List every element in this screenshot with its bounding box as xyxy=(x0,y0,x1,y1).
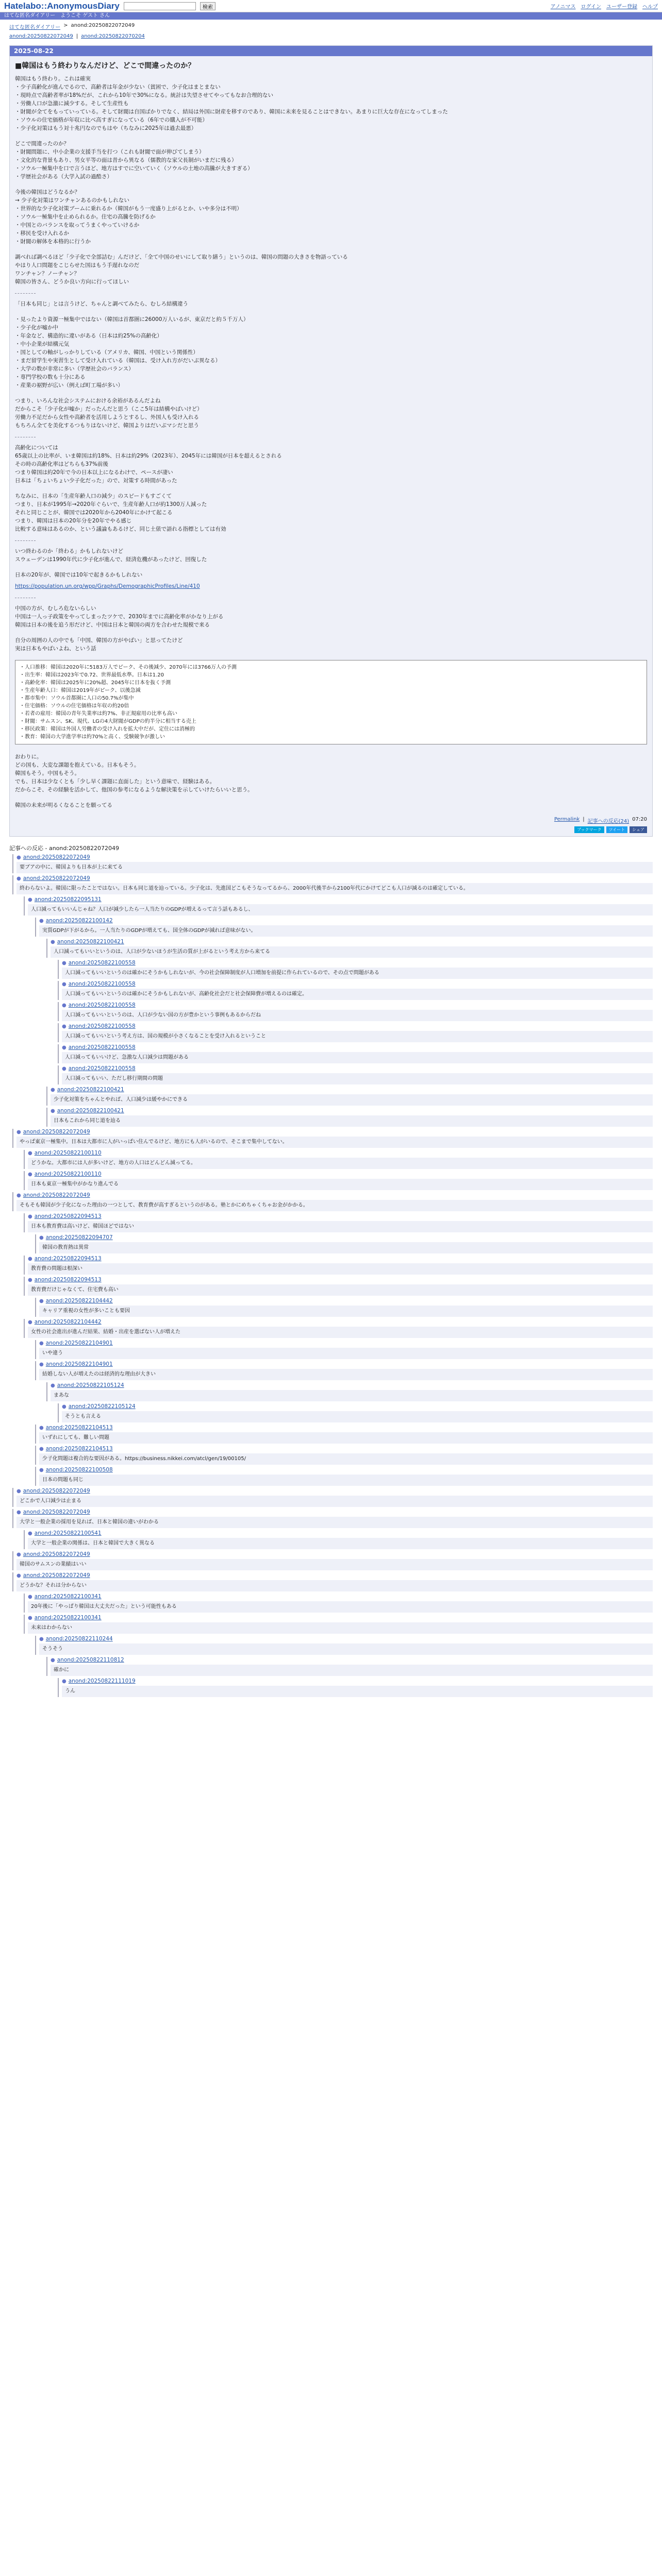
reaction-id-link[interactable]: anond:20250822072049 xyxy=(23,1488,90,1494)
divider xyxy=(15,293,36,294)
reaction-header xyxy=(39,1340,653,1346)
reaction-id-link[interactable]: anond:20250822105124 xyxy=(57,1382,124,1388)
reaction-header xyxy=(62,1065,653,1072)
reaction-item xyxy=(24,1530,653,1549)
reaction-text: 結婚しない人が増えたのは経済的な理由が大きい xyxy=(39,1369,653,1380)
breadcrumb-current: anond:20250822072049 xyxy=(71,23,135,28)
bullet-icon: ● xyxy=(16,1572,21,1579)
reaction-id-link[interactable]: anond:20250822100508 xyxy=(45,1467,113,1473)
entry-paragraph: 中国の方が、むしろ危ないらしい 中国は一人っ子政策をやってしまったツケで、2030年までに高齢化率がかなり上がる 韓国は日本の後を追う形だけど、中国は日本と韓国の両方を合わせた規模で来る xyxy=(15,605,224,628)
search-input[interactable] xyxy=(124,2,196,10)
bullet-icon: ● xyxy=(39,1636,44,1642)
footer-sep: | xyxy=(583,817,585,822)
bullet-icon: ● xyxy=(28,1615,32,1621)
reaction-item xyxy=(46,1382,653,1401)
reaction-header xyxy=(28,1277,653,1283)
reaction-header xyxy=(62,1403,653,1410)
bullet-icon: ● xyxy=(16,1551,21,1557)
bullet-icon: ● xyxy=(16,854,21,860)
summary-item: ・生産年齢人口：韓国は2019年がピーク、以後急減 xyxy=(20,688,141,693)
reaction-text: 20年後に「やっぱり韓国は大丈夫だった」という可能性もある xyxy=(28,1601,653,1613)
reaction-item xyxy=(12,1572,653,1591)
reactions-heading: 記事への反応 - anond:20250822072049 xyxy=(9,845,120,852)
reaction-text: そうとも言える xyxy=(62,1411,653,1422)
bullet-icon: ● xyxy=(39,1425,44,1431)
reaction-header xyxy=(28,1150,653,1156)
reaction-id-link[interactable]: anond:20250822104901 xyxy=(45,1340,113,1346)
reaction-item xyxy=(35,1636,653,1655)
bullet-icon: ● xyxy=(62,1023,67,1029)
reaction-header xyxy=(62,960,653,966)
reaction-id-link[interactable]: anond:20250822104901 xyxy=(45,1361,113,1367)
bullet-icon: ● xyxy=(16,1488,21,1494)
reaction-text: 日本も教育費は高いけど、韓国ほどではない xyxy=(28,1221,653,1232)
reaction-header xyxy=(51,1087,653,1093)
reaction-id-link[interactable]: anond:20250822104513 xyxy=(45,1425,113,1431)
reaction-item xyxy=(35,1361,653,1380)
sub-crumb-sep: | xyxy=(76,33,78,39)
reaction-item xyxy=(12,1551,653,1570)
reaction-header xyxy=(51,1657,653,1663)
reaction-header xyxy=(28,1256,653,1262)
reactions-section xyxy=(9,844,653,1697)
reaction-item xyxy=(58,1403,653,1422)
reaction-header xyxy=(39,1467,653,1473)
reaction-id-link[interactable]: anond:20250822104513 xyxy=(45,1446,113,1452)
reaction-item xyxy=(35,1234,653,1253)
reaction-text: 韓国の教育熱は異常 xyxy=(39,1242,653,1253)
bullet-icon: ● xyxy=(28,1213,32,1219)
reaction-item xyxy=(12,875,653,894)
reaction-header xyxy=(16,1551,653,1557)
nav-diary[interactable]: はてな匿名ダイアリー xyxy=(4,13,56,19)
breadcrumb-home[interactable]: はてな匿名ダイアリー xyxy=(9,25,61,30)
reaction-text: 人口減ってもいい、ただし移行期間の問題 xyxy=(62,1073,653,1084)
bullet-icon: ● xyxy=(62,1044,67,1050)
summary-item: ・人口推移：韓国は2020年に5183万人でピーク、その後減少、2070年には3766万人の予測 xyxy=(20,665,237,670)
bullet-icon: ● xyxy=(62,1002,67,1008)
reaction-id-link[interactable]: anond:20250822072049 xyxy=(23,1509,90,1515)
bullet-icon: ● xyxy=(62,1678,67,1684)
reaction-header xyxy=(62,1044,653,1050)
bullet-icon: ● xyxy=(16,875,21,882)
reaction-id-link[interactable]: anond:20250822095131 xyxy=(34,896,102,903)
bullet-icon: ● xyxy=(39,1340,44,1346)
reaction-item xyxy=(24,1171,653,1190)
reaction-item xyxy=(24,1213,653,1232)
permalink[interactable]: Permalink xyxy=(554,817,580,822)
reaction-text: 教育費の問題は根深い xyxy=(28,1263,653,1275)
reaction-header xyxy=(16,1488,653,1494)
reaction-header xyxy=(16,1192,653,1198)
bullet-icon: ● xyxy=(28,1530,32,1536)
header-link-register[interactable]: ユーザー登録 xyxy=(606,4,637,10)
bullet-icon: ● xyxy=(39,1361,44,1367)
reaction-text: 要ブアの中に、韓国よりも日本が上に来てる xyxy=(16,862,653,873)
reaction-item xyxy=(35,918,653,937)
reaction-header xyxy=(62,1023,653,1029)
reaction-item xyxy=(46,1108,653,1127)
reaction-header xyxy=(51,939,653,945)
reaction-header xyxy=(28,1319,653,1325)
reaction-id-link[interactable]: anond:20250822094513 xyxy=(34,1256,102,1262)
reaction-item xyxy=(46,939,653,958)
external-link[interactable]: https://population.un.org/wpp/Graphs/DemographicProfiles/Line/410 xyxy=(15,583,200,589)
reaction-header xyxy=(39,1234,653,1241)
reaction-header xyxy=(39,1361,653,1367)
reaction-id-link[interactable]: anond:20250822104442 xyxy=(34,1319,102,1325)
reaction-header xyxy=(28,1213,653,1219)
reaction-item xyxy=(58,1044,653,1063)
reaction-id-link[interactable]: anond:20250822100341 xyxy=(34,1594,102,1600)
bullet-icon: ● xyxy=(62,960,67,966)
reaction-text: 未来はわからない xyxy=(28,1622,653,1634)
header xyxy=(0,0,662,12)
reaction-item xyxy=(58,981,653,1000)
reaction-item xyxy=(58,960,653,979)
reaction-item xyxy=(12,1192,653,1211)
reaction-text: 人口減ってもいいというのは確かにそうかもしれないが、高齢化社会だと社会保障費が増えるのは確定。 xyxy=(62,989,653,1000)
reaction-id-link[interactable]: anond:20250822100558 xyxy=(68,960,136,966)
reaction-text: どうかな。大都市には人が多いけど、地方の人口はどんどん減ってる。 xyxy=(28,1158,653,1169)
reaction-text: 人口減ってもいいというのは、人口が少ない国の方が豊かという事例もあるからだね xyxy=(62,1010,653,1021)
bullet-icon: ● xyxy=(39,1446,44,1452)
reaction-header xyxy=(62,981,653,987)
entry-paragraph: 高齢化については 65歳以上の比率が、いま韓国は約18%、日本は約29%（2023年）、2045年には韓国が日本を超えるとされる その時の高齢化率はどちらも37%前後 つまり韓国は約20年で今の日本以上になるわけで、ペースが凄い 日本は「ちょいちょい少子化だった」ので、対策する時間があった xyxy=(15,445,282,484)
reaction-id-link[interactable]: anond:20250822111019 xyxy=(68,1678,136,1684)
reaction-id-link[interactable]: anond:20250822100142 xyxy=(45,918,113,924)
summary-item: ・住宅価格：ソウルの住宅価格は年収の約20倍 xyxy=(20,703,129,709)
reaction-header xyxy=(39,1298,653,1304)
bullet-icon: ● xyxy=(28,1277,32,1283)
entry-paragraph: 今後の韓国はどうなるか？ → 少子化対策はワンチャンあるのかもしれない ・世界的な少子化対策ブームに乗れるか（韓国がもう一度盛り上がるとか、いや多分は不明） ・ソウル一極集中を止められるか。住宅の高騰を防げるか ・中国とのバランスを取ってうまくやっていけるか ・移民を受け入れるか ・財閥の解体を本格的に行うか xyxy=(15,189,242,245)
breadcrumb-sep: > xyxy=(63,23,68,28)
reaction-header xyxy=(28,1530,653,1536)
bullet-icon: ● xyxy=(39,1467,44,1473)
bullet-icon: ● xyxy=(16,1129,21,1135)
reaction-item xyxy=(12,854,653,873)
reaction-id-link[interactable]: anond:20250822100558 xyxy=(68,981,136,987)
reaction-text: 人口減ってもいいというのは、人口が少ないほうが生活の質が上がるという考え方から来てる xyxy=(51,946,653,958)
reaction-item xyxy=(24,1150,653,1169)
reaction-text: 人口減ってもいいというのは確かにそうかもしれないが、今の社会保障制度が人口増加を前提に作られているので、その点で問題がある xyxy=(62,968,653,979)
entry-paragraph: つまり、いろんな社会システムにおける余裕があるんだよね だからこそ「少子化が嘘か」だったんだと思う（ここ5年は結構やばいけど） 労働力不足だから女性や高齢者を活用しようとするし、外国人も受け入れる もちろん全てを美化するつもりはないけど、韓国よりはだいぶマシだと思う xyxy=(15,398,203,429)
header-link-login[interactable]: ログイン xyxy=(581,4,601,10)
reaction-text: 日本も東京一極集中がかなり進んでる xyxy=(28,1179,653,1190)
reaction-header xyxy=(39,1636,653,1642)
reaction-item xyxy=(12,1488,653,1507)
reaction-header xyxy=(51,1108,653,1114)
summary-item: ・都市集中：ソウル首都圏に人口の50.7%が集中 xyxy=(20,696,134,701)
reaction-header xyxy=(62,1678,653,1684)
bullet-icon: ● xyxy=(39,1298,44,1304)
entry-paragraph: 韓国の未来が明るくなることを願ってる xyxy=(15,802,112,808)
bullet-icon: ● xyxy=(16,1192,21,1198)
bullet-icon: ● xyxy=(51,1657,55,1663)
reaction-item xyxy=(24,1594,653,1613)
reaction-id-link[interactable]: anond:20250822105124 xyxy=(68,1403,136,1410)
reaction-item xyxy=(46,1087,653,1106)
bullet-icon: ● xyxy=(51,1382,55,1388)
bullet-icon: ● xyxy=(16,1509,21,1515)
bullet-icon: ● xyxy=(28,1319,32,1325)
reaction-id-link[interactable]: anond:20250822110244 xyxy=(45,1636,113,1642)
reactions-link[interactable]: 記事への反応(24) xyxy=(587,819,630,824)
reaction-text: 実質GDPが下がるから。一人当たりのGDPが増えても、国全体のGDPが減れば意味がない。 xyxy=(39,925,653,937)
reaction-text: 女性の社会進出が進んだ結果、結婚・出産を選ばない人が増えた xyxy=(28,1327,653,1338)
reaction-header xyxy=(28,896,653,903)
bookmark-button[interactable]: ブックマーク xyxy=(574,826,604,833)
post-time: 07:20 xyxy=(632,817,647,822)
summary-item: ・出生率：韓国は2023年で0.72、世界最低水準。日本は1.20 xyxy=(20,672,164,678)
summary-item: ・移民政策：韓国は外国人労働者の受け入れを拡大中だが、定住には消極的 xyxy=(20,726,195,732)
reaction-id-link[interactable]: anond:20250822100421 xyxy=(57,1108,124,1114)
reaction-item xyxy=(24,1256,653,1275)
reaction-id-link[interactable]: anond:20250822072049 xyxy=(23,854,90,860)
entry-paragraph: ちなみに、日本の「生産年齢人口の減少」のスピードもすごくて つまり、日本が1995年→2020年ぐらいで、生産年齢人口が約1300万人減った それと同じことが、韓国では2020年から2040年にかけて起こる つまり、韓国は日本の20年分を20年でやる感じ 比較する意味はあるのか、という議論もあるけど、同じ土俵で語れる指標としては有効 xyxy=(15,493,226,532)
bullet-icon: ● xyxy=(62,1403,67,1410)
entry-paragraph: どこで間違ったのか？ ・財閥問題に、中小企業の支援手当を打つ（これも財閥で面が伸びてしまう） ・文化的な背景もあり、男女平等の面は昔から異なる（儒教的な家父長制がいまだに残る） ・ソウル一極集中を口で言うほど、地方はすでに空いていく（ソウルの土地の高騰が大きすぎる） ・学歴社会がある（大学入試の過酷さ） xyxy=(15,141,253,180)
reaction-item xyxy=(35,1298,653,1317)
bullet-icon: ● xyxy=(51,939,55,945)
reaction-id-link[interactable]: anond:20250822100421 xyxy=(57,1087,124,1093)
reaction-id-link[interactable]: anond:20250822094513 xyxy=(34,1213,102,1219)
reaction-id-link[interactable]: anond:20250822100558 xyxy=(68,1065,136,1072)
reaction-text: どこかで人口減少は止まる xyxy=(16,1496,653,1507)
reaction-header xyxy=(28,1171,653,1177)
reaction-header xyxy=(39,918,653,924)
bullet-icon: ● xyxy=(39,1234,44,1241)
reaction-header xyxy=(16,1572,653,1579)
reaction-item xyxy=(58,1065,653,1084)
header-link-anonymous[interactable]: アノニマス xyxy=(550,4,576,10)
reaction-text: 確かに xyxy=(51,1665,653,1676)
reaction-id-link[interactable]: anond:20250822100541 xyxy=(34,1530,102,1536)
reaction-item xyxy=(24,1319,653,1338)
reaction-text: そうそう xyxy=(39,1643,653,1655)
reaction-id-link[interactable]: anond:20250822100110 xyxy=(34,1150,102,1156)
reaction-text: 日本もこれから同じ道を辿る xyxy=(51,1115,653,1127)
reaction-text: どうかな？それは分からない xyxy=(16,1580,653,1591)
reaction-item xyxy=(24,896,653,916)
reaction-text: いや違う xyxy=(39,1348,653,1359)
sub-breadcrumb xyxy=(0,33,662,42)
share-buttons xyxy=(15,826,647,833)
bullet-icon: ● xyxy=(28,1171,32,1177)
reaction-header xyxy=(39,1446,653,1452)
reaction-text: いずれにしても、難しい問題 xyxy=(39,1432,653,1444)
entry-paragraph: おわりに。 どの国も、大変な課題を抱えている。日本もそう。 韓国もそう。中国もそう。 でも、日本は少なくとも「少し早く課題に直面した」という意味で、経験はある。 だからこそ、その経験を活かして、他国の参考になるような解決策を示していけたらいいと思う。 xyxy=(15,754,253,793)
reaction-text: まあな xyxy=(51,1390,653,1401)
reaction-item xyxy=(35,1425,653,1444)
reaction-text: そもそも韓国が少子化になった理由の一つとして、教育費が高すぎるというのがある。塾とかにめちゃくちゃお金がかかる。 xyxy=(16,1200,653,1211)
bullet-icon: ● xyxy=(51,1108,55,1114)
reaction-item xyxy=(35,1446,653,1465)
bullet-icon: ● xyxy=(28,1256,32,1262)
reaction-header xyxy=(16,1509,653,1515)
entry-date: 2025-08-22 xyxy=(10,46,652,56)
summary-item: ・教育：韓国の大学進学率は約70%と高く、受験競争が激しい xyxy=(20,734,166,740)
reaction-header xyxy=(51,1382,653,1388)
reaction-id-link[interactable]: anond:20250822100558 xyxy=(68,1002,136,1008)
summary-item: ・財閥：サムスン、SK、現代、LGの4大財閥がGDPの約半分に相当する売上 xyxy=(20,719,196,724)
entry-body xyxy=(10,56,652,836)
entry-paragraph: ・見ったより資源一極集中ではない（韓国は首都圏に26000万人いるが、東京だと約５千万人） ・少子化が嘘か中 ・年金など、構造的に違いがある（日本は約25%の高齢化） ・中小企業が結構元気 ・国としての軸がしっかりしている（アメリカ、韓国、中国という関係性） ・まだ留学生や実習生として受け入れている（韓国は、受け入れ方がだいぶ異なる） ・大学の数が非常に多い（学歴社会のバランス） ・専門学校の数も十分にある ・産業の裾野が広い（例えば町工場が多い） xyxy=(15,316,249,388)
entry-paragraph: 調べれば調べるほど「少子化で全部詰む」んだけど、「全て中国のせいにして取り繕う」というのは、韓国の問題の大きさを物語っている やはり人口問題をこじらせた国はもう手遅れなのだ ワンチャン？ノーチャン？ 韓国の皆さん、どうか良い方向に行ってほしい xyxy=(15,254,348,285)
reaction-id-link[interactable]: anond:20250822100341 xyxy=(34,1615,102,1621)
reaction-item xyxy=(58,1002,653,1021)
reaction-text: 終わらないよ。韓国に限ったことではない。日本も同じ道を辿っている。少子化は、先進国どこもそうなってるから、2000年代後半から2100年代にかけてどこも人口が減るのは確定している。 xyxy=(16,883,653,894)
reaction-id-link[interactable]: anond:20250822094707 xyxy=(45,1234,113,1241)
reaction-item xyxy=(35,1340,653,1359)
search-button[interactable]: 検索 xyxy=(200,2,216,10)
sub-crumb-link-2[interactable]: anond:20250822070204 xyxy=(81,33,145,39)
reaction-id-link[interactable]: anond:20250822100421 xyxy=(57,939,124,945)
reaction-text: 大学と一般企業の採用を見れば、日本と韓国の違いがわかる xyxy=(16,1517,653,1528)
reaction-header xyxy=(16,1129,653,1135)
header-link-help[interactable]: ヘルプ xyxy=(642,4,658,10)
entry-paragraph: 自分の周囲の人の中でも「中国、韓国の方がやばい」と思ってたけど 実は日本もやばいよね、という話 xyxy=(15,637,183,652)
reaction-text: 人口減ってもいいんじゃね？人口が減少したら一人当たりのGDPが増えるって言う話もあるし、 xyxy=(28,904,653,916)
reaction-text: 人口減ってもいいという考え方は、国の規模が小さくなることを受け入れるということ xyxy=(62,1031,653,1042)
reaction-id-link[interactable]: anond:20250822072049 xyxy=(23,875,90,882)
reaction-id-link[interactable]: anond:20250822110812 xyxy=(57,1657,124,1663)
divider xyxy=(15,540,36,541)
reaction-text: 大学と一般企業の関係は、日本と韓国で大きく異なる xyxy=(28,1538,653,1549)
reaction-header xyxy=(62,1002,653,1008)
reaction-text: キャリア重視の女性が多いことも要因 xyxy=(39,1306,653,1317)
reaction-id-link[interactable]: anond:20250822072049 xyxy=(23,1572,90,1579)
summary-item: ・高齢化率：韓国は2025年に20%超、2045年に日本を抜く予測 xyxy=(20,680,171,686)
bullet-icon: ● xyxy=(28,1150,32,1156)
sub-crumb-link-1[interactable]: anond:20250822072049 xyxy=(9,33,73,39)
nav-bar xyxy=(0,12,662,20)
reaction-id-link[interactable]: anond:20250822094513 xyxy=(34,1277,102,1283)
reaction-text: うん xyxy=(62,1686,653,1697)
bullet-icon: ● xyxy=(62,1065,67,1072)
reaction-item xyxy=(35,1467,653,1486)
reaction-id-link[interactable]: anond:20250822072049 xyxy=(23,1129,90,1135)
reaction-text: 日本の問題も同じ xyxy=(39,1475,653,1486)
tweet-button[interactable]: ツイート xyxy=(606,826,628,833)
entry-paragraph: いつ終わるのか「終わる」かもしれないけど スウェーデンは1990年代に少子化が進んで、経済危機があったけど、回復した xyxy=(15,548,207,563)
reaction-id-link[interactable]: anond:20250822072049 xyxy=(23,1551,90,1557)
reaction-header xyxy=(39,1425,653,1431)
reaction-item xyxy=(24,1615,653,1634)
header-links xyxy=(551,2,658,10)
reaction-item xyxy=(46,1657,653,1676)
summary-box xyxy=(15,660,647,744)
summary-item: ・若者の雇用：韓国の青年失業率は約7%、非正規雇用の比率も高い xyxy=(20,711,177,717)
reaction-item xyxy=(12,1509,653,1528)
bullet-icon: ● xyxy=(51,1087,55,1093)
entry-link-label: 日本の20年が、韓国では10年で起きるかもしれない xyxy=(15,572,143,578)
reaction-text: 少子化対策をちゃんとやれば、人口減少は緩やかにできる xyxy=(51,1094,653,1106)
breadcrumb xyxy=(0,20,662,33)
reaction-header xyxy=(28,1594,653,1600)
reaction-text: やっぱ東京一極集中。日本は大都市に人がいっぱい住んでるけど、地方にも人がいるので、そこまで集中してない。 xyxy=(16,1137,653,1148)
diary-entry xyxy=(9,45,653,837)
reaction-id-link[interactable]: anond:20250822100110 xyxy=(34,1171,102,1177)
reactions-list xyxy=(9,854,653,1697)
reaction-item xyxy=(24,1277,653,1296)
reaction-text: 少子化問題は複合的な要因がある。https://business.nikkei.com/atcl/gen/19/00105/ xyxy=(39,1453,653,1465)
reaction-item xyxy=(58,1678,653,1697)
reaction-id-link[interactable]: anond:20250822100558 xyxy=(68,1023,136,1029)
reaction-header xyxy=(16,875,653,882)
entry-title[interactable]: ■韓国はもう終わりなんだけど、どこで間違ったのか？ xyxy=(15,62,195,70)
entry-footer xyxy=(15,817,647,824)
bullet-icon: ● xyxy=(39,918,44,924)
bullet-icon: ● xyxy=(62,981,67,987)
reaction-header xyxy=(16,854,653,860)
reaction-id-link[interactable]: anond:20250822100558 xyxy=(68,1044,136,1050)
reaction-text: 教育費だけじゃなくて、住宅費も高い xyxy=(28,1284,653,1296)
bullet-icon: ● xyxy=(28,1594,32,1600)
reaction-item xyxy=(12,1129,653,1148)
bullet-icon: ● xyxy=(28,896,32,903)
reaction-text: 人口減ってもいいけど、急激な人口減少は問題がある xyxy=(62,1052,653,1063)
reaction-item xyxy=(58,1023,653,1042)
reaction-header xyxy=(28,1615,653,1621)
reaction-id-link[interactable]: anond:20250822072049 xyxy=(23,1192,90,1198)
entry-paragraph: 韓国はもう終わり。これは確実 ・少子高齢化が進んでるので、高齢者は年金が少ない（貧困で、少子化はまとまない ・現時点で高齢者率が18%だが、これから10年で30%になる。統計は失望させてやってもなお合理的ない ・労働人口が急激に減少する。そして生産性も ・財閥が全てをもっていっている。そして財閥は自国ばかりでなく、結局は外国に財産を移すのであり、韓国に未来を見ることはできない。あまりに巨大な存在になってしまった ・ソウルの住宅価格が年収に比べ高すぎになっている（6年での購入が不可能） ・少子化対策はもう対十兆円なのでもはや（ちなみに2025年は過去最悪） xyxy=(15,76,448,131)
nav-welcome: ようこそ ゲスト さん xyxy=(60,13,110,19)
share-button[interactable]: シェア xyxy=(630,826,647,833)
site-logo[interactable]: Hatelabo::AnonymousDiary xyxy=(4,1,120,11)
entry-paragraph: 「日本も同じ」とは言うけど、ちゃんと調べてみたら、むしろ結構違う xyxy=(15,301,188,307)
reaction-id-link[interactable]: anond:20250822104442 xyxy=(45,1298,113,1304)
reaction-text: 韓国のサムスンの業績はいい xyxy=(16,1559,653,1570)
